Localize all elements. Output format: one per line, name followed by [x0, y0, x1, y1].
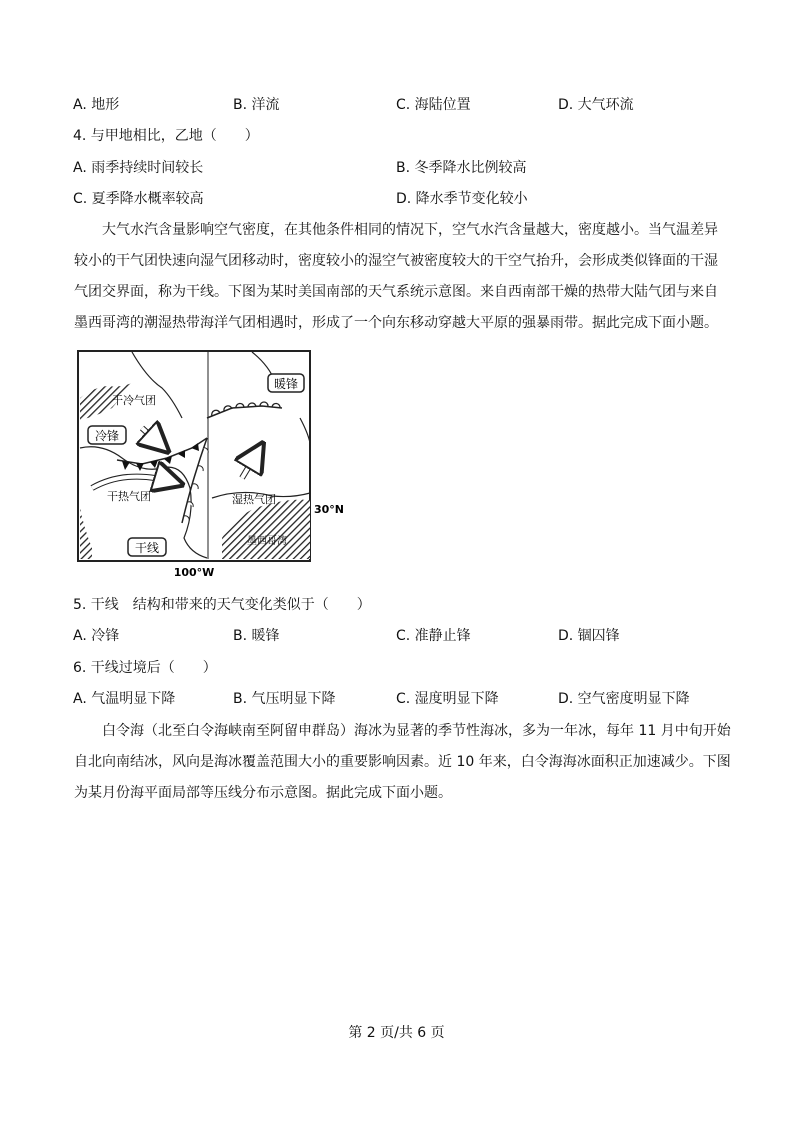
q6-option-c[interactable]: C. 湿度明显下降 — [396, 691, 499, 707]
dry-line-label: 干线 — [134, 541, 160, 555]
page-footer: 第 2 页/共 6 页 — [348, 1025, 445, 1041]
q6-option-a[interactable]: A. 气温明显下降 — [73, 691, 176, 707]
passage-dryline — [74, 215, 724, 339]
q3-option-c[interactable]: C. 海陆位置 — [396, 97, 471, 113]
passage-line: 气团交界面，称为干线。下图为某时美国南部的天气系统示意图。来自西南部干燥的热带大陆气团与来自 — [74, 284, 718, 300]
passage-bering-sea — [74, 716, 731, 809]
wet-hot-airmass-label: 湿热气团 — [232, 493, 276, 506]
q4-option-b[interactable]: B. 冬季降水比例较高 — [396, 160, 527, 176]
cold-front-label: 冷锋 — [94, 429, 120, 443]
passage-line: 为某月份海平面局部等压线分布示意图。据此完成下面小题。 — [74, 785, 452, 801]
q4-option-d[interactable]: D. 降水季节变化较小 — [396, 191, 528, 207]
passage-line: 墨西哥湾的潮湿热带海洋气团相遇时，形成了一个向东移动穿越大平原的强暴雨带。据此完成下面小题。 — [74, 315, 718, 331]
q4-option-a[interactable]: A. 雨季持续时间较长 — [73, 160, 204, 176]
latitude-label: 30°N — [314, 503, 345, 516]
q6-option-b[interactable]: B. 气压明显下降 — [233, 691, 336, 707]
q6-stem: 6. 干线过境后（ ） — [73, 660, 217, 676]
dry-hot-airmass-label: 干热气团 — [107, 490, 151, 503]
q6-option-d[interactable]: D. 空气密度明显下降 — [558, 691, 690, 707]
q5-option-a[interactable]: A. 冷锋 — [73, 628, 120, 644]
q5-option-d[interactable]: D. 锢囚锋 — [558, 628, 620, 644]
q5-stem: 5. 干线 结构和带来的天气变化类似于（ ） — [73, 597, 371, 613]
warm-front-label: 暖锋 — [273, 377, 299, 391]
weather-map-svg — [72, 348, 352, 580]
q3-option-d[interactable]: D. 大气环流 — [558, 97, 634, 113]
q4-option-c[interactable]: C. 夏季降水概率较高 — [73, 191, 204, 207]
q3-option-a[interactable]: A. 地形 — [73, 97, 120, 113]
gulf-label: 墨西哥湾 — [247, 536, 287, 547]
passage-line: 自北向南结冰，风向是海冰覆盖范围大小的重要影响因素。近 10 年来，白令海海冰面积正加速减少。下图 — [74, 754, 731, 770]
passage-line: 白令海（北至白令海峡南至阿留申群岛）海冰为显著的季节性海冰，多为一年冰，每年 11 月中旬开始 — [102, 723, 731, 739]
passage-line: 较小的干气团快速向湿气团移动时，密度较小的湿空气被密度较大的干空气抬升，会形成类似锋面的干湿 — [74, 253, 718, 269]
passage-line: 大气水汽含量影响空气密度，在其他条件相同的情况下，空气水汽含量越大，密度越小。当气温差异 — [102, 222, 718, 238]
dry-cold-airmass-label: 干冷气团 — [112, 394, 156, 407]
q3-option-b[interactable]: B. 洋流 — [233, 97, 280, 113]
q4-stem: 4. 与甲地相比，乙地（ ） — [73, 128, 259, 144]
weather-system-map — [72, 348, 352, 580]
longitude-label: 100°W — [173, 566, 215, 579]
q5-option-c[interactable]: C. 准静止锋 — [396, 628, 471, 644]
q5-option-b[interactable]: B. 暖锋 — [233, 628, 280, 644]
